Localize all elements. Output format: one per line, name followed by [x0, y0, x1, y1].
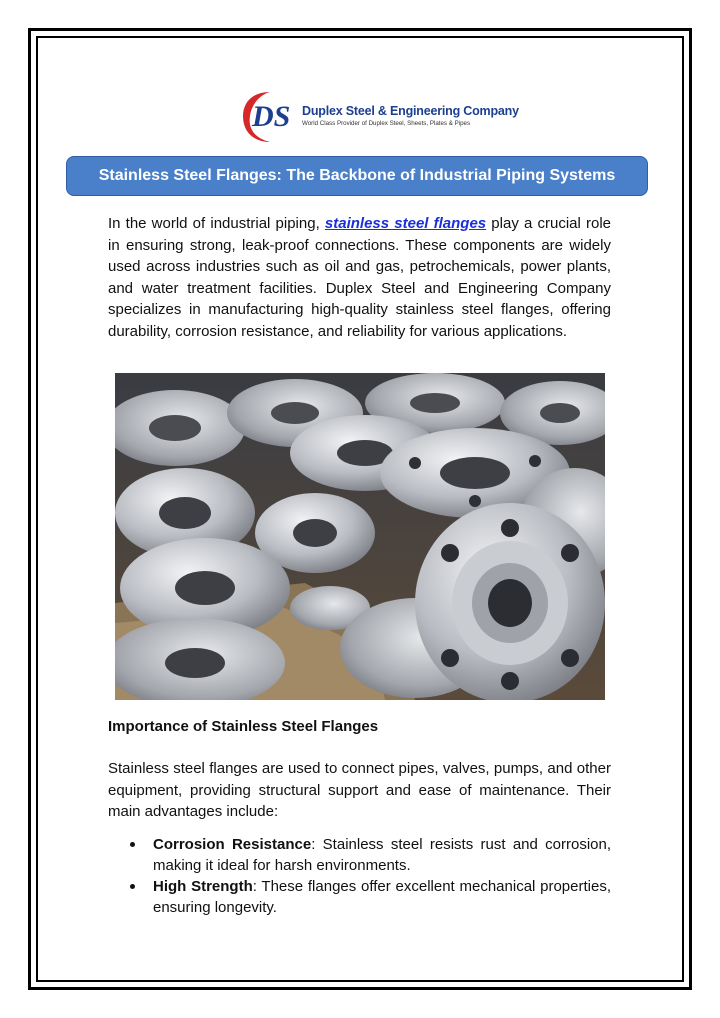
svg-text:DS: DS [252, 100, 291, 133]
intro-text-start: In the world of industrial piping, [108, 215, 325, 232]
intro-paragraph [108, 213, 611, 342]
advantages-list [108, 834, 611, 918]
page-title: Stainless Steel Flanges: The Backbone of Industrial Piping Systems [98, 167, 616, 184]
list-item [108, 876, 611, 918]
company-tagline: World Class Provider of Duplex Steel, Sheets, Plates & Pipes [302, 120, 471, 127]
company-logo [240, 86, 519, 166]
flanges-photo [115, 373, 605, 700]
title-banner [66, 156, 648, 196]
company-name: Duplex Steel & Engineering Company [302, 104, 519, 118]
bullet-text: : These flanges offer excellent mechanical properties, ensuring longevity. [153, 878, 612, 916]
ds-logo-icon [240, 86, 302, 146]
intro-text-rest: play a crucial role in ensuring strong, leak-proof connections. These components are widely used across industries such as oil and gas, petrochemicals, power plants, and water treatment facilities. Duplex Steel and Engineering Company specializes in manufacturing high-quality stainless steel flanges, offering durability, corrosion resistance, and reliability for various applications. [108, 215, 611, 340]
list-item [108, 834, 611, 876]
bullet-icon [130, 884, 135, 889]
section-paragraph: Stainless steel flanges are used to connect pipes, valves, pumps, and other equipment, providing structural support and ease of maintenance. Their main advantages include: [108, 760, 611, 820]
bullet-term: Corrosion Resistance [153, 836, 312, 853]
stainless-steel-flanges-link[interactable]: stainless steel flanges [324, 215, 487, 232]
bullet-term: High Strength [153, 878, 253, 895]
section-heading: Importance of Stainless Steel Flanges [108, 718, 379, 735]
bullet-text: : Stainless steel resists rust and corrosion, making it ideal for harsh environments. [153, 836, 612, 874]
bullet-icon [130, 842, 135, 847]
